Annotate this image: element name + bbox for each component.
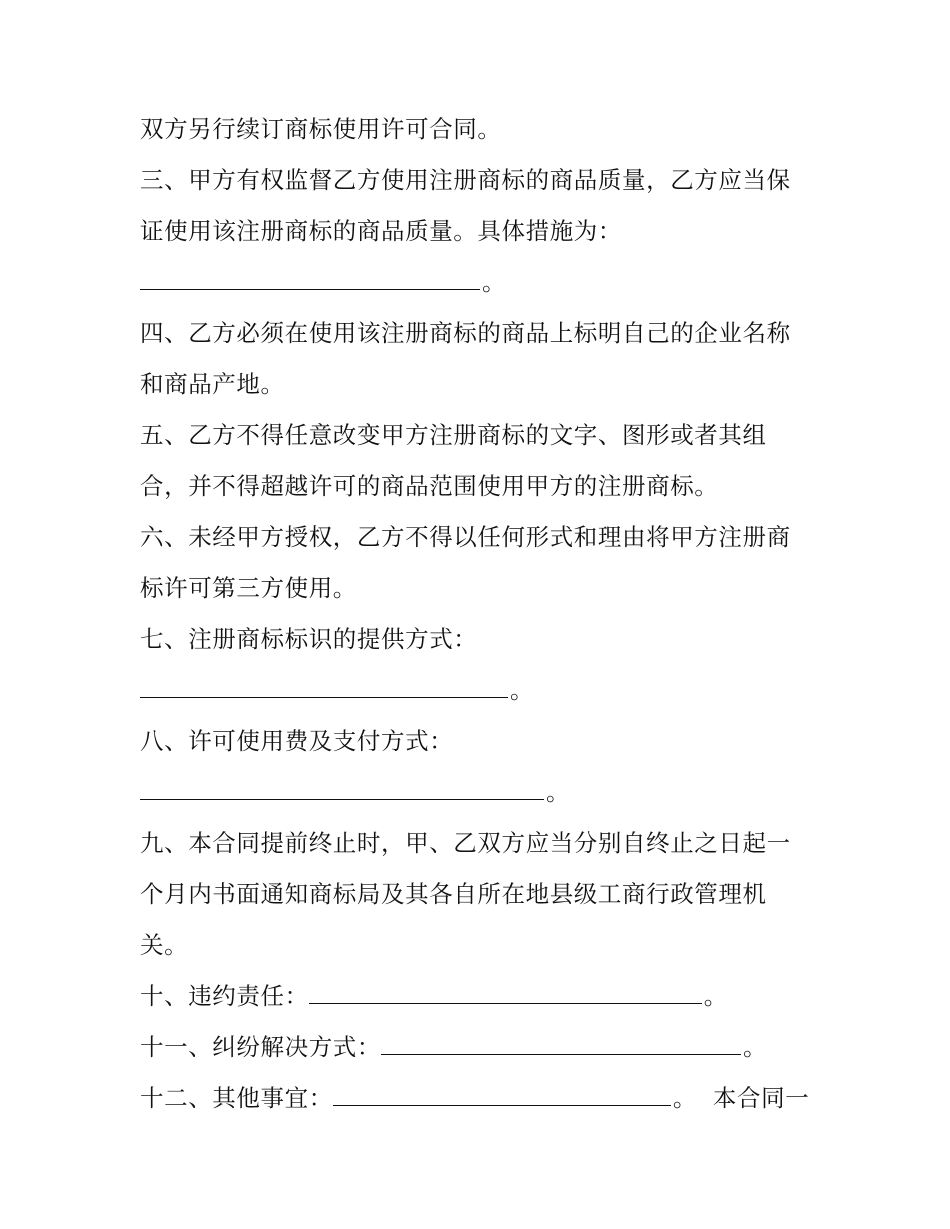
period: 。 bbox=[510, 676, 535, 704]
clause-9-line-2: 个月内书面通知商标局及其各自所在地县级工商行政管理机 bbox=[140, 880, 767, 908]
clause-3-line-2: 证使用该注册商标的商品质量。具体措施为： bbox=[140, 217, 622, 245]
text-line: 双方另行续订商标使用许可合同。 bbox=[140, 115, 502, 143]
clause-3-line-1: 三、甲方有权监督乙方使用注册商标的商品质量，乙方应当保 bbox=[140, 166, 791, 194]
clause-10-label: 十、违约责任： bbox=[140, 982, 309, 1010]
clause-4-line-1: 四、乙方必须在使用该注册商标的商品上标明自己的企业名称 bbox=[140, 319, 791, 347]
period: 。 bbox=[546, 778, 571, 806]
clause-6-line-2: 标许可第三方使用。 bbox=[140, 574, 357, 602]
period: 。 bbox=[482, 268, 507, 296]
label-provision-blank-field[interactable] bbox=[140, 678, 508, 698]
clause-4-line-2: 和商品产地。 bbox=[140, 370, 285, 398]
clause-7-line: 七、注册商标标识的提供方式： bbox=[140, 625, 478, 653]
clause-10-line bbox=[140, 971, 815, 1022]
clause-5-line-2: 合，并不得超越许可的商品范围使用甲方的注册商标。 bbox=[140, 472, 719, 500]
clause-5-line-1: 五、乙方不得任意改变甲方注册商标的文字、图形或者其组 bbox=[140, 421, 767, 449]
contract-body bbox=[140, 104, 815, 1124]
period: 。 bbox=[743, 1033, 768, 1061]
clause-11-label: 十一、纠纷解决方式： bbox=[140, 1033, 381, 1061]
clause-8-blank-line bbox=[140, 767, 815, 818]
measures-blank-field[interactable] bbox=[140, 270, 480, 290]
clause-6-line-1: 六、未经甲方授权，乙方不得以任何形式和理由将甲方注册商 bbox=[140, 523, 791, 551]
clause-9-line-3: 关。 bbox=[140, 931, 189, 959]
clause-12-label: 十二、其他事宜： bbox=[140, 1084, 333, 1112]
clause-12-line bbox=[140, 1073, 815, 1124]
period: 。 bbox=[703, 982, 728, 1010]
other-matters-blank-field[interactable] bbox=[333, 1086, 671, 1106]
clause-12-tail: 本合同一 bbox=[712, 1084, 810, 1112]
dispute-resolution-blank-field[interactable] bbox=[381, 1035, 741, 1055]
clause-3-blank-line bbox=[140, 257, 815, 308]
period: 。 bbox=[672, 1084, 697, 1112]
clause-11-line bbox=[140, 1022, 815, 1073]
license-fee-blank-field[interactable] bbox=[140, 780, 544, 800]
clause-9-line-1: 九、本合同提前终止时，甲、乙双方应当分别自终止之日起一 bbox=[140, 829, 791, 857]
clause-7-blank-line bbox=[140, 665, 815, 716]
clause-8-line: 八、许可使用费及支付方式： bbox=[140, 727, 454, 755]
breach-liability-blank-field[interactable] bbox=[309, 984, 702, 1004]
